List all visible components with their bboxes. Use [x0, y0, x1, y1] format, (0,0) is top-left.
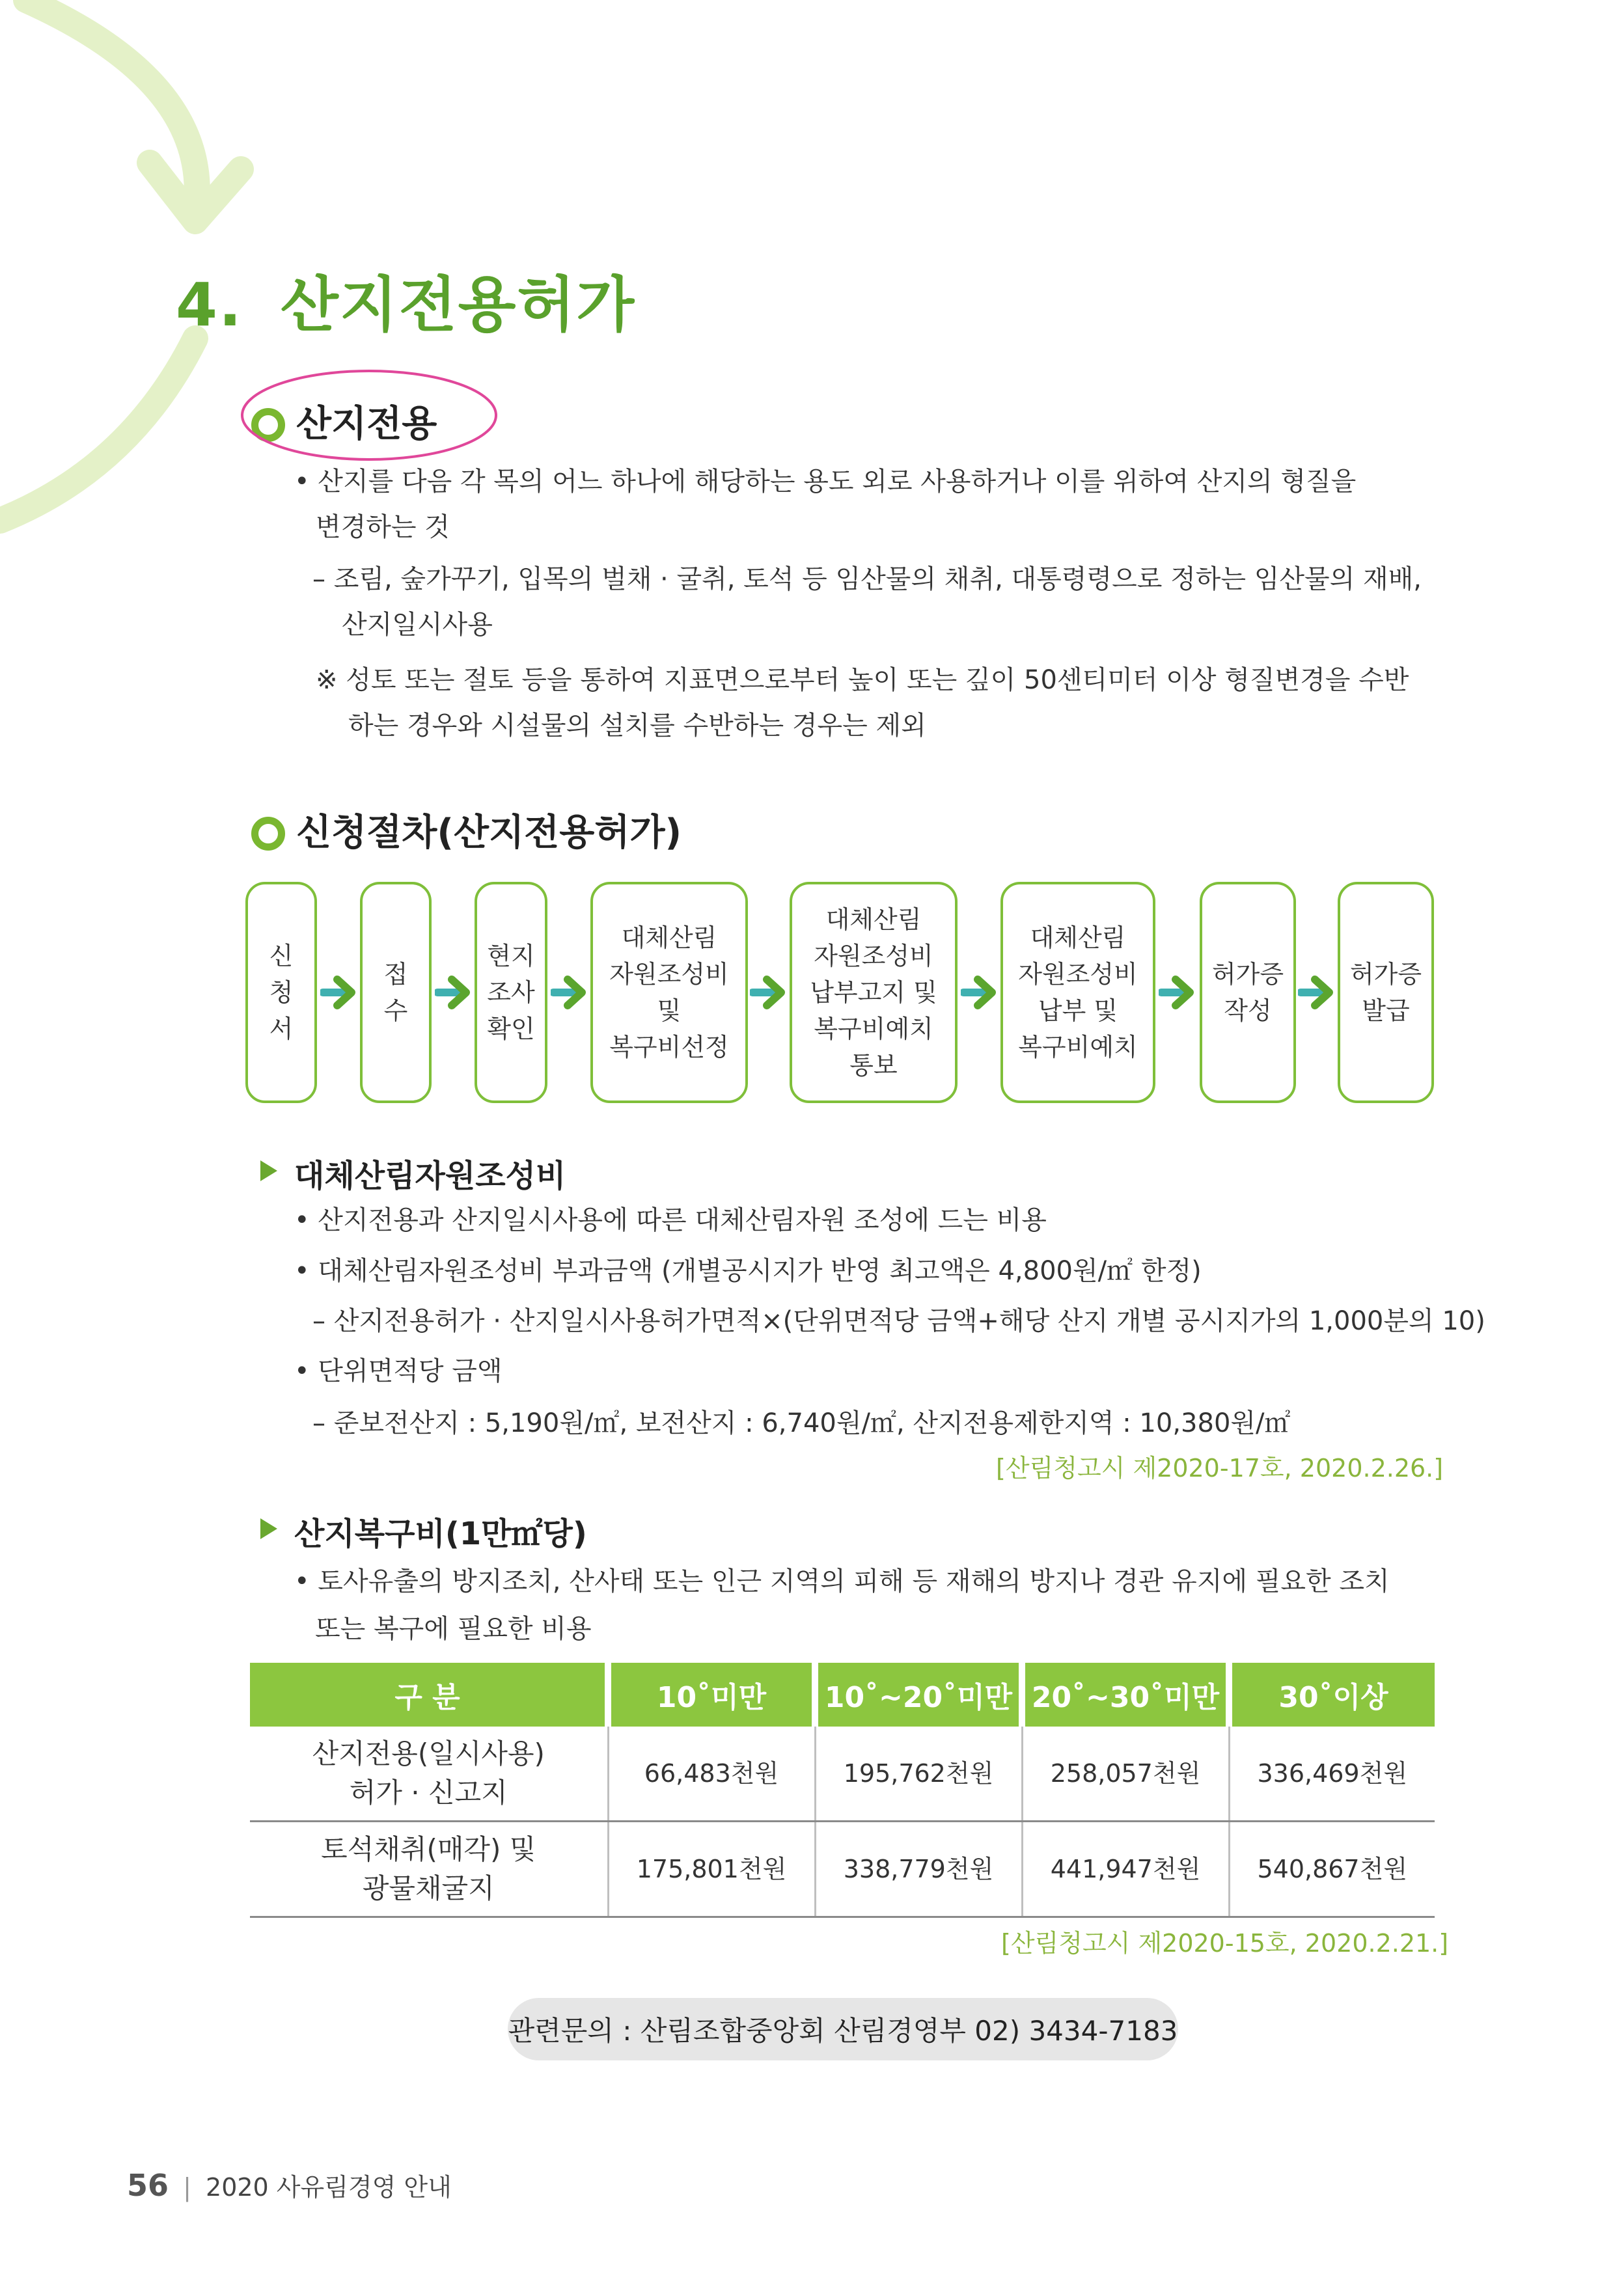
procedure-step-1-label: 신 청 서 — [269, 942, 294, 1043]
flow-arrow-icon — [551, 974, 588, 1011]
flow-arrow-icon — [1159, 974, 1196, 1011]
section-number-dot: . — [219, 270, 243, 340]
table-header-cell: 구 분 — [250, 1663, 608, 1727]
table-row — [250, 1822, 1435, 1917]
procedure-step-2-label: 접 수 — [383, 960, 408, 1025]
sub-title-restoration-cost: 산지복구비(1만㎡당) — [294, 1516, 587, 1552]
procedure-step-5 — [790, 882, 958, 1103]
restoration-cost-table — [250, 1663, 1435, 1918]
table-header-row — [250, 1663, 1435, 1727]
triangle-bullet-icon — [260, 1518, 277, 1539]
sub1-line-4: 산지일시사용 — [342, 610, 493, 640]
procedure-step-3-label: 현지 조사 확인 — [487, 942, 535, 1043]
section-number: 4 — [176, 270, 219, 340]
procedure-step-4 — [590, 882, 748, 1103]
procedure-step-6-label: 대체산림 자원조성비 납부 및 복구비예치 — [1018, 923, 1138, 1061]
flow-arrow-icon — [961, 974, 999, 1011]
sub4-line-1: • 토사유출의 방지조치, 산사태 또는 인근 지역의 피해 등 재해의 방지나 경관 유지에 필요한 조치 — [294, 1566, 1390, 1596]
flow-arrow-icon — [435, 974, 473, 1011]
table-row-label: 산지전용(일시사용) 허가 · 신고지 — [250, 1727, 608, 1822]
circle-bullet-icon — [251, 817, 285, 851]
procedure-step-3 — [475, 882, 547, 1103]
sub4-line-2: 또는 복구에 필요한 비용 — [315, 1614, 592, 1644]
flow-arrow-icon — [750, 974, 788, 1011]
table-cell: 258,057천원 — [1022, 1727, 1229, 1822]
table-header-cell: 10˚~20˚미만 — [815, 1663, 1022, 1727]
table-cell: 66,483천원 — [608, 1727, 815, 1822]
table-row-label: 토석채취(매각) 및 광물채굴지 — [250, 1822, 608, 1917]
sub1-line-5: ※ 성토 또는 절토 등을 통하여 지표면으로부터 높이 또는 깊이 50센티미터 이상 형질변경을 수반 — [316, 665, 1409, 695]
table-header-cell: 20˚~30˚미만 — [1022, 1663, 1229, 1727]
footer-divider: | — [183, 2173, 191, 2202]
table-row — [250, 1727, 1435, 1822]
procedure-step-8-label: 허가증 발급 — [1349, 960, 1422, 1025]
procedure-step-8 — [1338, 882, 1434, 1103]
table-cell: 175,801천원 — [608, 1822, 815, 1917]
sub1-line-2: 변경하는 것 — [316, 512, 450, 542]
procedure-step-7-label: 허가증 작성 — [1211, 960, 1284, 1025]
page-footer — [127, 2167, 452, 2203]
table-header-cell: 30˚이상 — [1229, 1663, 1435, 1727]
procedure-step-2 — [360, 882, 432, 1103]
flow-arrow-icon — [1298, 974, 1336, 1011]
sub-title-procedure: 신청절차(산지전용허가) — [296, 812, 682, 854]
section-heading — [176, 257, 635, 343]
procedure-step-4-label: 대체산림 자원조성비 및 복구비선정 — [609, 923, 729, 1061]
flow-arrow-icon — [320, 974, 358, 1011]
sub3-line-4: • 단위면적당 금액 — [294, 1356, 503, 1386]
procedure-step-7 — [1200, 882, 1296, 1103]
sub3-line-5: – 준보전산지 : 5,190원/㎡, 보전산지 : 6,740원/㎡, 산지전용제한지역 : 10,380원/㎡ — [312, 1408, 1291, 1438]
sub3-line-2: • 대체산림자원조성비 부과금액 (개별공시지가 반영 최고액은 4,800원/㎡ 한정) — [294, 1256, 1202, 1286]
footer-title: 2020 사유림경영 안내 — [206, 2173, 452, 2202]
reference-note: [산림청고시 제2020-15호, 2020.2.21.] — [1001, 1929, 1449, 1958]
triangle-bullet-icon — [260, 1160, 277, 1181]
section-title: 산지전용허가 — [281, 270, 636, 340]
reference-note: [산림청고시 제2020-17호, 2020.2.26.] — [996, 1454, 1444, 1483]
procedure-step-1 — [245, 882, 317, 1103]
page-number: 56 — [127, 2168, 169, 2203]
inquiry-text: 관련문의 : 산림조합중앙회 산림경영부 02) 3434-7183 — [508, 2015, 1178, 2047]
table-header-cell: 10˚미만 — [608, 1663, 815, 1727]
table-cell: 336,469천원 — [1229, 1727, 1435, 1822]
sub3-line-1: • 산지전용과 산지일시사용에 따른 대체산림자원 조성에 드는 비용 — [294, 1205, 1047, 1235]
sub1-line-1: • 산지를 다음 각 목의 어느 하나에 해당하는 용도 외로 사용하거나 이를 위하여 산지의 형질을 — [294, 467, 1357, 497]
table-cell: 338,779천원 — [815, 1822, 1022, 1917]
sub3-line-3: – 산지전용허가 · 산지일시사용허가면적×(단위면적당 금액+해당 산지 개별 공시지가의 1,000분의 10) — [312, 1306, 1485, 1336]
sub1-line-6: 하는 경우와 시설물의 설치를 수반하는 경우는 제외 — [348, 711, 926, 741]
procedure-step-5-label: 대체산림 자원조성비 납부고지 및 복구비예치 통보 — [810, 905, 937, 1080]
sub-title-land-conversion: 산지전용 — [296, 403, 437, 445]
sub-title-replacement-cost: 대체산림자원조성비 — [294, 1158, 566, 1194]
procedure-step-6 — [1000, 882, 1155, 1103]
sub1-line-3: – 조림, 숲가꾸기, 입목의 벌채 · 굴취, 토석 등 임산물의 채취, 대통령령으로 정하는 임산물의 재배, — [312, 564, 1422, 594]
inquiry-contact-banner — [508, 1998, 1178, 2060]
table-cell: 540,867천원 — [1229, 1822, 1435, 1917]
table-cell: 195,762천원 — [815, 1727, 1022, 1822]
table-cell: 441,947천원 — [1022, 1822, 1229, 1917]
